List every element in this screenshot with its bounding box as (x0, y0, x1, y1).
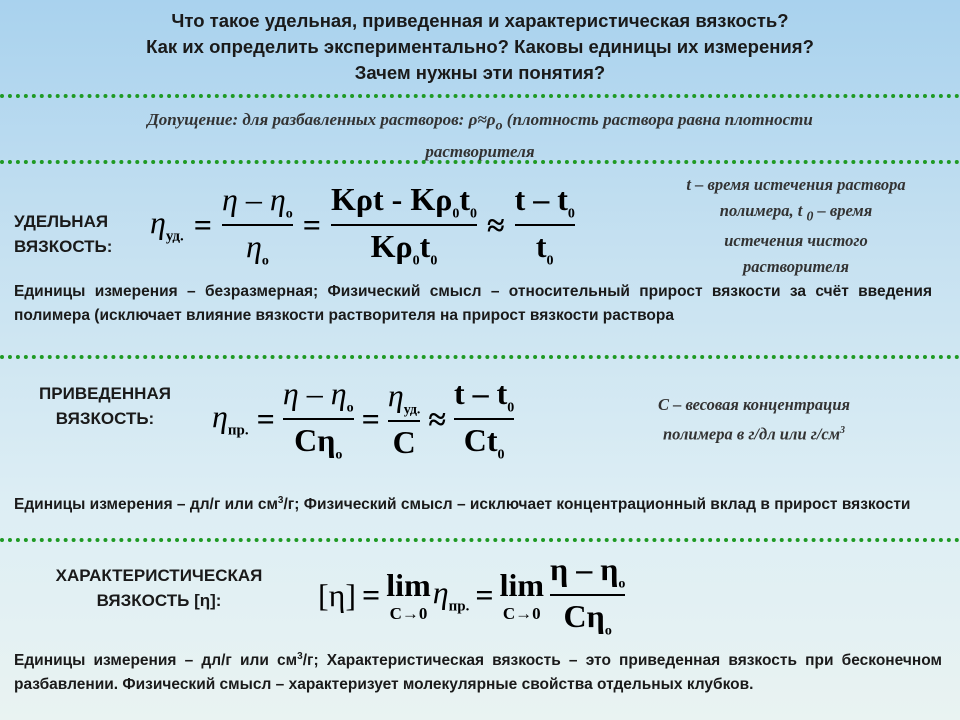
specific-note-line-3: истечения чистого (724, 231, 868, 251)
fraction-numerator: $\eta_{уд.}$ (387, 376, 421, 418)
divider-4 (0, 538, 960, 542)
specific-label-line-1: УДЕЛЬНАЯ (14, 212, 109, 231)
limit-1 (386, 567, 430, 624)
rho0-subscript: о (495, 117, 503, 134)
fraction-denominator: $K\rho_0t_0$ (370, 228, 438, 269)
divider-3 (0, 355, 960, 359)
specific-note-line-4: растворителя (743, 256, 849, 276)
fraction-denominator: $Ct_0$ (463, 422, 505, 463)
reduced-label (20, 381, 190, 431)
fraction-bar (515, 224, 575, 226)
reduced-note-line-2: полимера в г/дл или $г/см^3$ (662, 424, 846, 443)
equals-sign: = (193, 206, 213, 243)
assumption-block (30, 107, 930, 164)
intrinsic-eta: $\eta_{пр.}$ (432, 574, 470, 615)
equals-sign: = (256, 400, 275, 437)
fraction-numerator: Kρt - $K\rho_0t_0$ (331, 180, 477, 221)
divider-1 (0, 94, 960, 98)
intrinsic-units-text: Единицы измерения – дл/г или $см^3/г$; Характеристическая вязкость – это приведенная вязкость при бесконечном разбавлении. Физический смысл – характеризует молекулярные свойства отдельных клубков. (14, 651, 942, 694)
fraction-numerator: t – $t_0$ (453, 374, 515, 415)
reduced-formula (212, 372, 514, 466)
reduced-units-text: Единицы измерения – дл/г или $см^3/г$; Физический смысл – исключает концентрационный вклад в прирост вязкости (14, 495, 911, 514)
fraction-numerator: η – $\eta_о$ (282, 374, 354, 415)
specific-note-line-2: полимера, t $_0$ – время (719, 200, 873, 223)
intrinsic-label-line-1: ХАРАКТЕРИСТИЧЕСКАЯ (55, 566, 263, 585)
reduced-fraction-2 (388, 377, 421, 461)
assumption-prefix: Допущение: для разбавленных растворов: (147, 110, 469, 129)
intrinsic-label-line-2: ВЯЗКОСТЬ [η]: (96, 591, 222, 610)
lim-word: lim (386, 566, 431, 603)
limit-2 (500, 567, 544, 624)
intrinsic-label (14, 563, 304, 613)
specific-units-text: Единицы измерения – безразмерная; Физический смысл – относительный прирост вязкости за счёт введения полимера (исключает влияние вязкости растворителя на прирост вязкости раствора (14, 283, 932, 324)
assumption-suffix: (плотность раствора равна плотности (502, 110, 813, 129)
divider-2 (0, 160, 960, 164)
reduced-note-line-1: С – весовая концентрация (657, 395, 851, 414)
fraction-denominator: C (392, 424, 416, 461)
assumption-line-1 (30, 107, 930, 139)
rho-symbol: ρ (468, 110, 478, 129)
fraction-bar (550, 594, 625, 596)
equals-sign: = (302, 206, 321, 243)
fraction-numerator: η – $\eta_о$ (550, 550, 626, 591)
question-line-2: Как их определить экспериментально? Каковы единицы их измерения? (146, 36, 814, 57)
reduced-label-line-2: ВЯЗКОСТЬ: (55, 409, 155, 428)
fraction-bar (222, 224, 293, 226)
specific-note (638, 172, 954, 279)
reduced-eta: $\eta_{пр.}$ (212, 398, 249, 439)
approx-sign: ≈ (428, 400, 446, 437)
specific-label-line-2: ВЯЗКОСТЬ: (14, 237, 113, 256)
fraction-denominator: $C\eta_о$ (294, 422, 343, 463)
approx-symbol: ≈ (477, 110, 487, 129)
specific-label (14, 209, 112, 259)
specific-note-line-1: t – время истечения раствора (686, 175, 906, 194)
fraction-denominator: $C\eta_о$ (563, 598, 612, 639)
specific-formula (150, 178, 575, 272)
reduced-note (604, 392, 904, 447)
equals-sign: = (362, 576, 381, 613)
fraction-bar (454, 418, 514, 420)
specific-eta: $\eta_{уд.}$ (150, 204, 184, 245)
specific-fraction-1 (222, 181, 293, 270)
assumption-line-2: растворителя (425, 141, 535, 161)
specific-fraction-2 (331, 181, 477, 270)
reduced-fraction-1 (283, 375, 354, 464)
lim-under: C→0 (389, 603, 428, 623)
fraction-bar (331, 224, 477, 226)
specific-fraction-3 (515, 181, 575, 270)
intrinsic-formula (318, 552, 625, 638)
fraction-denominator: $t_0$ (535, 228, 554, 269)
lim-word: lim (499, 566, 545, 603)
lim-under: C→0 (502, 603, 541, 623)
question-line-3: Зачем нужны эти понятия? (354, 62, 606, 83)
intrinsic-fraction (550, 551, 625, 640)
reduced-fraction-3 (454, 375, 514, 464)
fraction-numerator: t – $t_0$ (514, 180, 575, 221)
question-block (60, 8, 900, 86)
fraction-denominator: $\eta_о$ (245, 228, 269, 269)
equals-sign: = (361, 400, 380, 437)
equals-sign: = (475, 576, 494, 613)
approx-sign: ≈ (487, 206, 505, 243)
fraction-numerator: η – $\eta_о$ (222, 180, 293, 221)
intrinsic-lhs: [η] (318, 576, 357, 613)
fraction-bar (388, 420, 421, 422)
question-line-1: Что такое удельная, приведенная и характеристическая вязкость? (171, 10, 789, 31)
reduced-label-line-1: ПРИВЕДЕННАЯ (39, 384, 171, 403)
fraction-bar (283, 418, 354, 420)
rho0-symbol: ρ (486, 110, 496, 129)
